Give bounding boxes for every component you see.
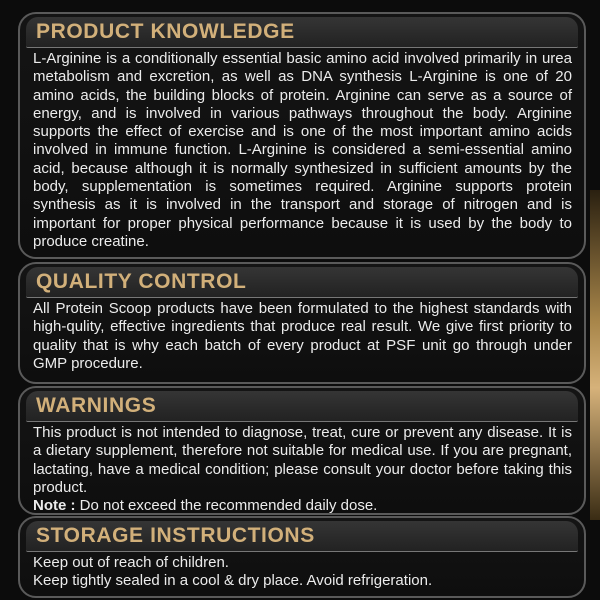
note-text: Do not exceed the recommended daily dose.: [75, 497, 378, 515]
quality-control-header: [26, 267, 578, 298]
quality-control-text: All Protein Scoop products have been formulated to the highest standards with high-qulity, effective ingredients that produce real result. We give first priority to quality that is why each batch of every product at PSF unit go through under GMP procedure.: [33, 300, 572, 372]
gold-edge-decoration: [590, 190, 600, 520]
product-knowledge-panel: [18, 12, 586, 259]
quality-control-title: QUALITY CONTROL: [36, 270, 247, 293]
product-knowledge-title: PRODUCT KNOWLEDGE: [36, 20, 295, 43]
quality-control-body: [20, 298, 584, 373]
warnings-body: [20, 422, 584, 515]
storage-line-1: Keep out of reach of children.: [33, 554, 229, 571]
warnings-text: This product is not intended to diagnose, treat, cure or prevent any disease. It is a dietary supplement, therefore not suitable for medical use. If you are pregnant, lactating, have a medical condition; please consult your doctor before taking this product.: [33, 424, 572, 496]
quality-control-panel: [18, 262, 586, 384]
storage-instructions-title: STORAGE INSTRUCTIONS: [36, 524, 315, 547]
warnings-header: [26, 391, 578, 422]
warnings-note: [33, 497, 572, 515]
product-knowledge-body: [20, 48, 584, 251]
note-label: Note :: [33, 497, 76, 515]
storage-line-2: Keep tightly sealed in a cool & dry place. Avoid refrigeration.: [33, 572, 433, 590]
product-knowledge-header: [26, 17, 578, 48]
storage-instructions-panel: [18, 516, 586, 598]
warnings-title: WARNINGS: [36, 394, 157, 417]
storage-instructions-body: [20, 552, 584, 591]
warnings-panel: [18, 386, 586, 515]
product-knowledge-text: L-Arginine is a conditionally essential basic amino acid involved primarily in urea metabolism and excretion, as well as DNA synthesis L-Arginine is one of 20 amino acids, the building blocks of protein. Arginine can serve as a source of energy, and is involved in various pathways throughout the body. Arginine supports the effect of exercise and is one of the most important amino acids involved in immune function. L-Arginine is considered a semi-essential amino acid, because although it is normally synthesized in sufficient amounts by the body, supplementation is sometimes required. Arginine supports protein synthesis as it is involved in the transport and storage of nitrogen and is important for proper physical performance because it is used by the body to produce creatine.: [33, 50, 572, 250]
storage-instructions-header: [26, 521, 578, 552]
